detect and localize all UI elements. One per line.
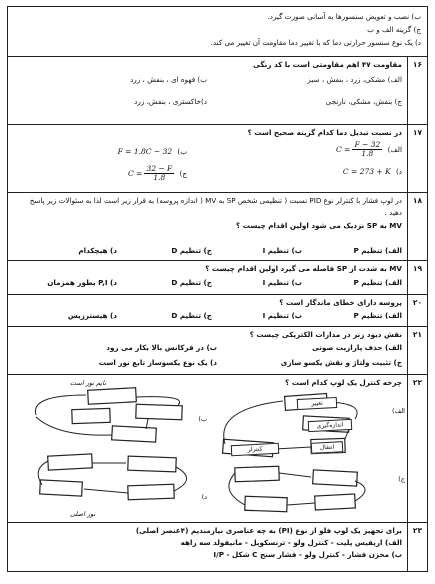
option-d: د) هیچکدام (78, 246, 117, 255)
sub-question: MV به SP نزدیک می شود اولین اقدام چیست ؟ (236, 221, 402, 230)
exam-page (7, 6, 428, 572)
question-text: برای تجهیز یک لوپ فلو از نوع (PI) به چه عناصری نیازمندیم (۴عنصر اصلی) (135, 526, 402, 535)
question-16 (8, 57, 427, 125)
option-d-label: د) (201, 493, 207, 501)
question-text: مقاومت ۴۷ اهم مقاومتی است با کد رنگی (253, 60, 402, 69)
option-d: د) P,I بطور همزمان (47, 278, 117, 287)
diagram-option-d (28, 449, 208, 511)
option-a: الف) مشکی، زرد ، بنفش ، سبز (307, 75, 402, 84)
question-18 (8, 193, 427, 261)
question-17 (8, 125, 427, 193)
option-c: د) C = 273 + K (342, 167, 402, 176)
box-measure: اندازه‌گیری (308, 419, 353, 432)
option-b: ب) مخزن فشار - کنترل ولو - فشار سنج C شکل - I/P (213, 550, 402, 559)
question-text: در نسبت تبدیل دما کدام گزینه صحیح است ؟ (247, 128, 402, 137)
question-text: در لوپ فشار با کنترلر نوع PID نسبت ( تنظیمی شخص SP به MV ( اندازه پروسه) به قرار زیر است لذا به سئوالات زیر پاسخ (29, 196, 402, 205)
option-c: ج) تنظیم D (171, 311, 212, 320)
option-a: الف) C = $\frac{F - 32}{1.8}$ (336, 140, 402, 158)
question-number: ۲۳ (407, 523, 427, 571)
question-number: ۱۸ (407, 193, 427, 260)
option-c: ج) تنظیم D (171, 278, 212, 287)
option-b: ب) F = 1.8C − 32 (117, 147, 187, 156)
option-a: الف) تنظیم P (353, 311, 402, 320)
option-d: د) یک نوع یکسوساز تابع نور است (98, 358, 217, 367)
option-a: الف) تنظیم P (353, 278, 402, 287)
option-d: د) یک نوع سنسور حرارتی دما که با تغییر دما مقاومت آن تغییر می کند. (210, 38, 421, 47)
option-d: ج) C = $\frac{32 - F}{1.8}$ (128, 164, 187, 182)
box-transmit: انتقال (311, 441, 344, 454)
question-22 (8, 375, 427, 523)
box-controller: کنترلر (231, 443, 280, 456)
handwritten-note-bottom: نور اصلی (70, 510, 96, 518)
question-text-cont: دهید . (384, 208, 402, 217)
option-b: ب) تنظیم I (262, 278, 302, 287)
option-c: ج) گزینه الف و ب (367, 25, 421, 34)
option-a: الف) تنظیم P (353, 246, 402, 255)
question-number: ۱۷ (407, 125, 427, 192)
option-d: د)خاکستری ، بنفش، زرد (134, 97, 207, 106)
option-b: ب) قهوه ای ، بنفش ، زرد (130, 75, 207, 84)
question-number: ۱۶ (407, 57, 427, 124)
prev-question-tail (8, 7, 427, 57)
option-c: ج) تثبیت ولتاژ و نقش یکسو سازی (280, 358, 402, 367)
diagram-option-c (215, 461, 385, 519)
question-text: MV به شدت از SP فاصله می گیرد اولین اقدام چیست ؟ (205, 264, 402, 273)
option-c: ج) بنفش، مشکی، نارنجی (325, 97, 402, 106)
question-23 (8, 523, 427, 571)
question-number: ۲۱ (407, 327, 427, 374)
option-a: الف) حذف پارازیت صوتی (311, 343, 402, 352)
question-number: ۲۰ (407, 295, 427, 326)
question-number: ۲۲ (407, 375, 427, 522)
box-change: تغییر (297, 397, 338, 410)
question-19 (8, 261, 427, 295)
option-b: ب) نصب و تعویض سنسورها به آسانی صورت گیرد. (267, 12, 421, 21)
option-b-label: ب) (198, 415, 207, 423)
option-a: الف) اریفیس پلیت - کنترل ولو - ترنسکوپل - مانیفولد سه راهه (180, 538, 402, 547)
option-b: ب) تنظیم I (262, 311, 302, 320)
handwritten-note-top: تایم نور است (70, 379, 106, 387)
question-text: پروسه دارای خطای ماندگار است ؟ (279, 298, 402, 307)
option-d: د) هیسترزیس (67, 311, 117, 320)
option-b: ب) تنظیم I (262, 246, 302, 255)
diagram-option-b (28, 385, 208, 447)
question-20 (8, 295, 427, 327)
option-c: ج) تنظیم D (171, 246, 212, 255)
question-text: چرخه کنترل یک لوپ کدام است ؟ (285, 378, 402, 387)
option-c-label: ج) (398, 475, 405, 483)
question-number: ۱۹ (407, 261, 427, 294)
question-text: نقش دیود زنر در مدارات الکتریکی چیست ؟ (249, 330, 402, 339)
option-b: ب) در فرکانس بالا بکار می رود (106, 343, 217, 352)
option-a-label: الف) (391, 407, 405, 415)
question-21 (8, 327, 427, 375)
